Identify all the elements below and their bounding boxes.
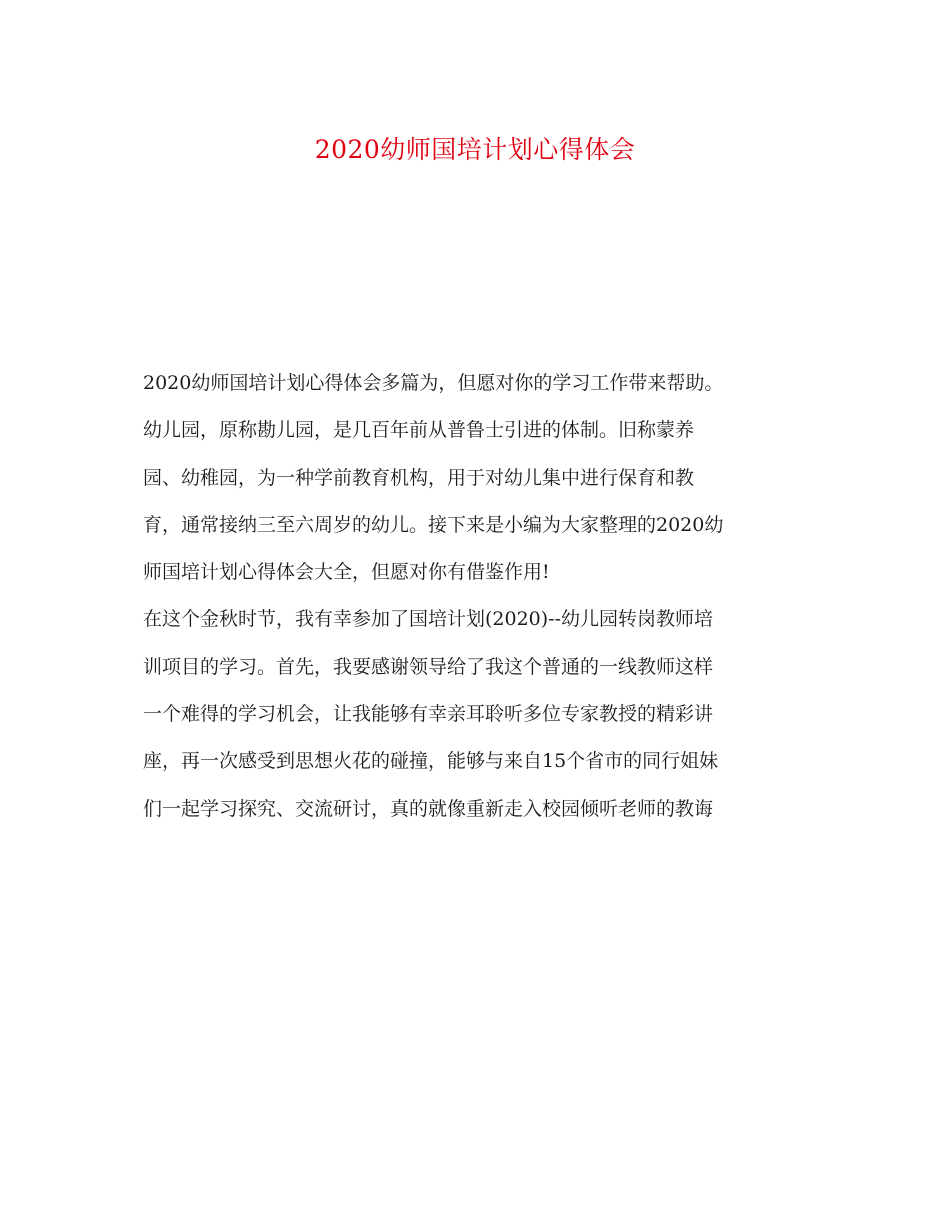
- body-line: 训项目的学习。首先，我要感谢领导给了我这个普通的一线教师这样: [143, 655, 714, 678]
- document-body: [143, 360, 813, 833]
- body-line: 在这个金秋时节，我有幸参加了国培计划(2020)--幼儿园转岗教师培: [143, 608, 714, 631]
- body-line: 师国培计划心得体会大全，但愿对你有借鉴作用!: [143, 561, 550, 584]
- body-line: 育，通常接纳三至六周岁的幼儿。接下来是小编为大家整理的2020幼: [143, 513, 724, 536]
- body-line: 园、幼稚园，为一种学前教育机构，用于对幼儿集中进行保育和教: [143, 466, 695, 489]
- body-line: 幼儿园，原称勘儿园，是几百年前从普鲁士引进的体制。旧称蒙养: [143, 419, 695, 442]
- body-line: 一个难得的学习机会，让我能够有幸亲耳聆听多位专家教授的精彩讲: [143, 703, 714, 726]
- body-line: 们一起学习探究、交流研讨，真的就像重新走入校园倾听老师的教诲: [143, 797, 714, 820]
- document-title: 2020幼师国培计划心得体会: [314, 135, 636, 164]
- body-line: 座，再一次感受到思想火花的碰撞，能够与来自15个省市的同行姐妹: [143, 750, 719, 773]
- body-line: 2020幼师国培计划心得体会多篇为，但愿对你的学习工作带来帮助。: [143, 372, 724, 394]
